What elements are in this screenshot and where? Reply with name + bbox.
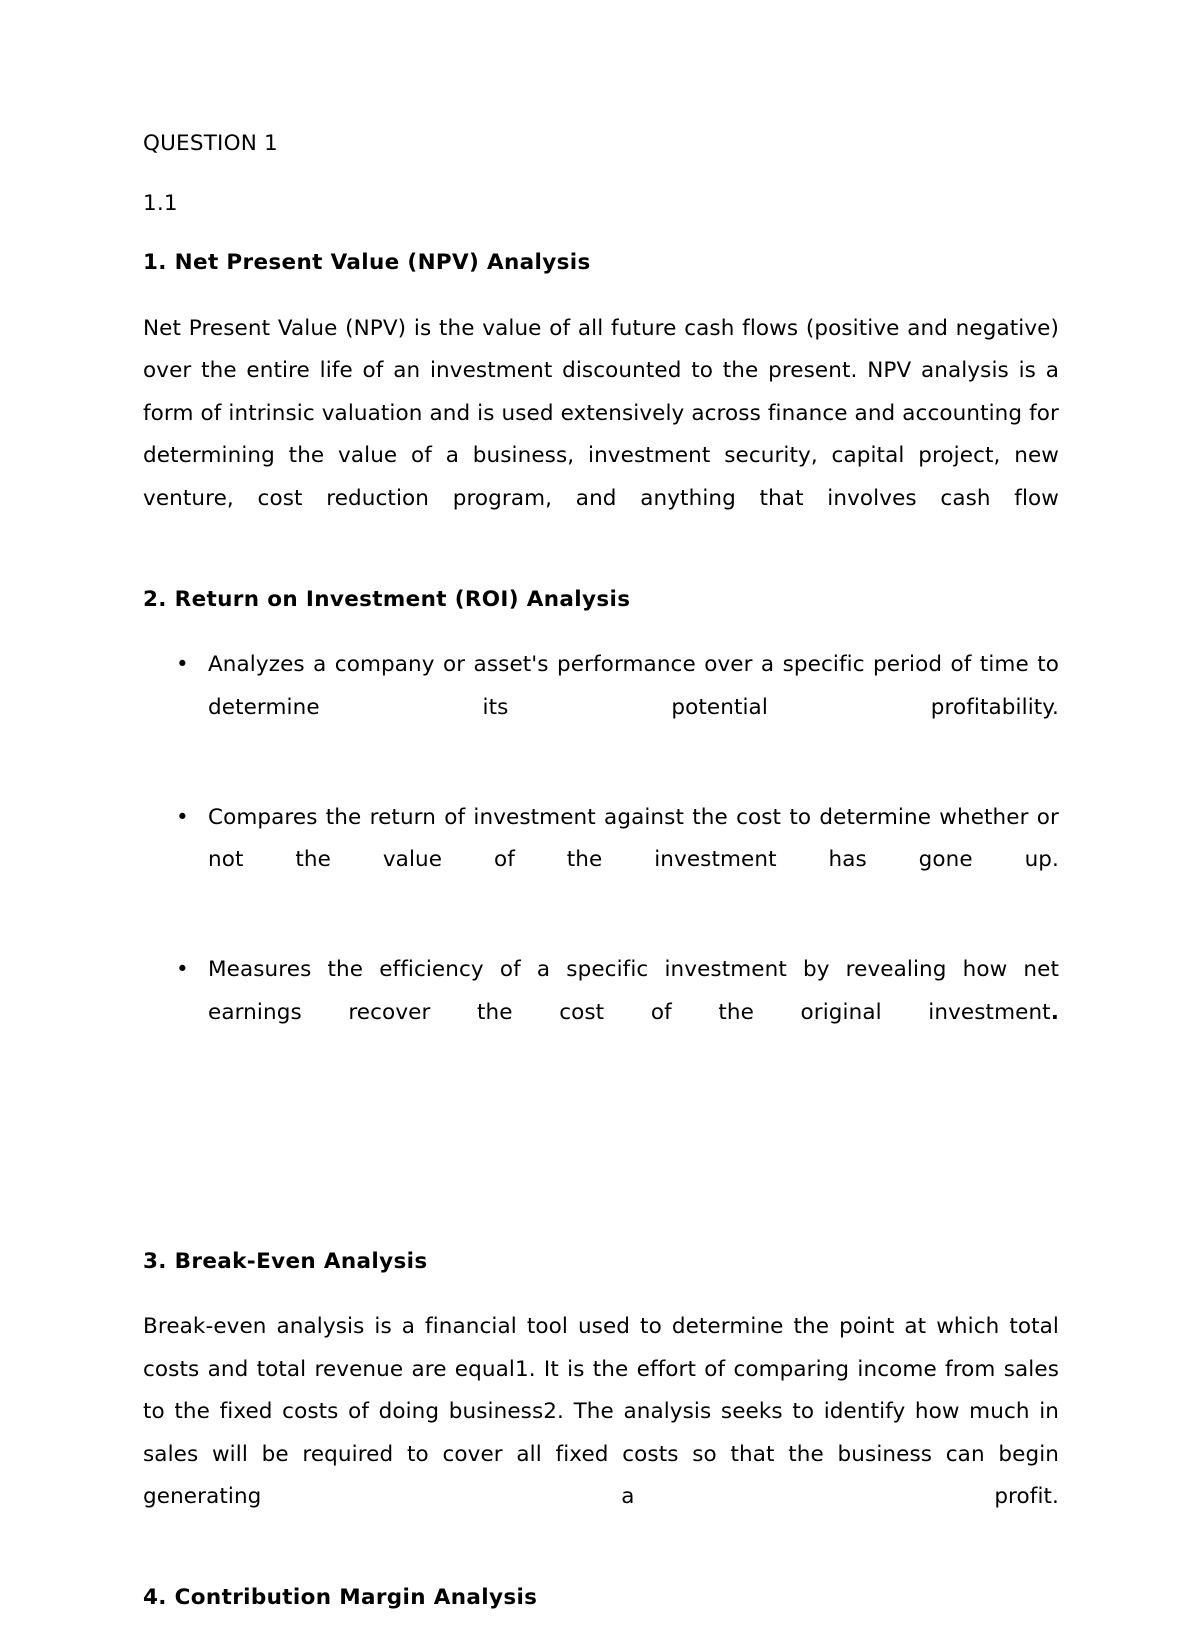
section-spacer — [143, 1103, 1059, 1251]
section-paragraph-npv: Net Present Value (NPV) is the value of all future cash flows (positive and negative) over the entire life of an investment discounted to the present. NPV analysis is a form of intrinsic valuation and is used extensively across finance and accounting for determining the value of a business, investment security, capital project, new venture, cost reduction program, and anything that involves cash flow — [143, 315, 1059, 511]
bullet-point-icon: • — [176, 957, 189, 982]
list-item-trailing-period: . — [1050, 999, 1059, 1025]
list-item — [143, 797, 1059, 925]
bullet-point-icon: • — [176, 804, 189, 830]
section-paragraph-break-even: Break-even analysis is a financial tool used to determine the point at which total costs and total revenue are equal1. It is the effort of comparing income from sales to the fixed costs of doing business2. The analysis seeks to identify how much in sales will be required to cover all fixed costs so that the business can begin generating a profit. — [143, 1314, 1059, 1509]
list-item-text — [208, 949, 1059, 1077]
roi-bullet-list — [143, 644, 1059, 1077]
list-item-text: Compares the return of investment against the cost to determine whether or not the value of the investment has gone up. — [208, 804, 1059, 872]
list-item-text: Analyzes a company or asset's performance over a specific period of time to determine its potential profitability. — [208, 652, 1059, 720]
section-heading-roi: 2. Return on Investment (ROI) Analysis — [143, 586, 631, 612]
section-heading-break-even: 3. Break-Even Analysis — [143, 1248, 428, 1274]
list-item — [143, 644, 1059, 772]
list-item — [143, 949, 1059, 1077]
bullet-point-icon: • — [176, 652, 189, 677]
section-heading-npv: 1. Net Present Value (NPV) Analysis — [143, 250, 591, 275]
document-body — [143, 133, 1059, 1643]
list-item-text-main: Measures the efficiency of a specific investment by revealing how net earnings recover the cost of the original investment — [208, 957, 1059, 1025]
question-label: QUESTION 1 — [143, 131, 278, 156]
subsection-label: 1.1 — [143, 190, 178, 216]
section-heading-contribution-margin: 4. Contribution Margin Analysis — [143, 1585, 538, 1610]
